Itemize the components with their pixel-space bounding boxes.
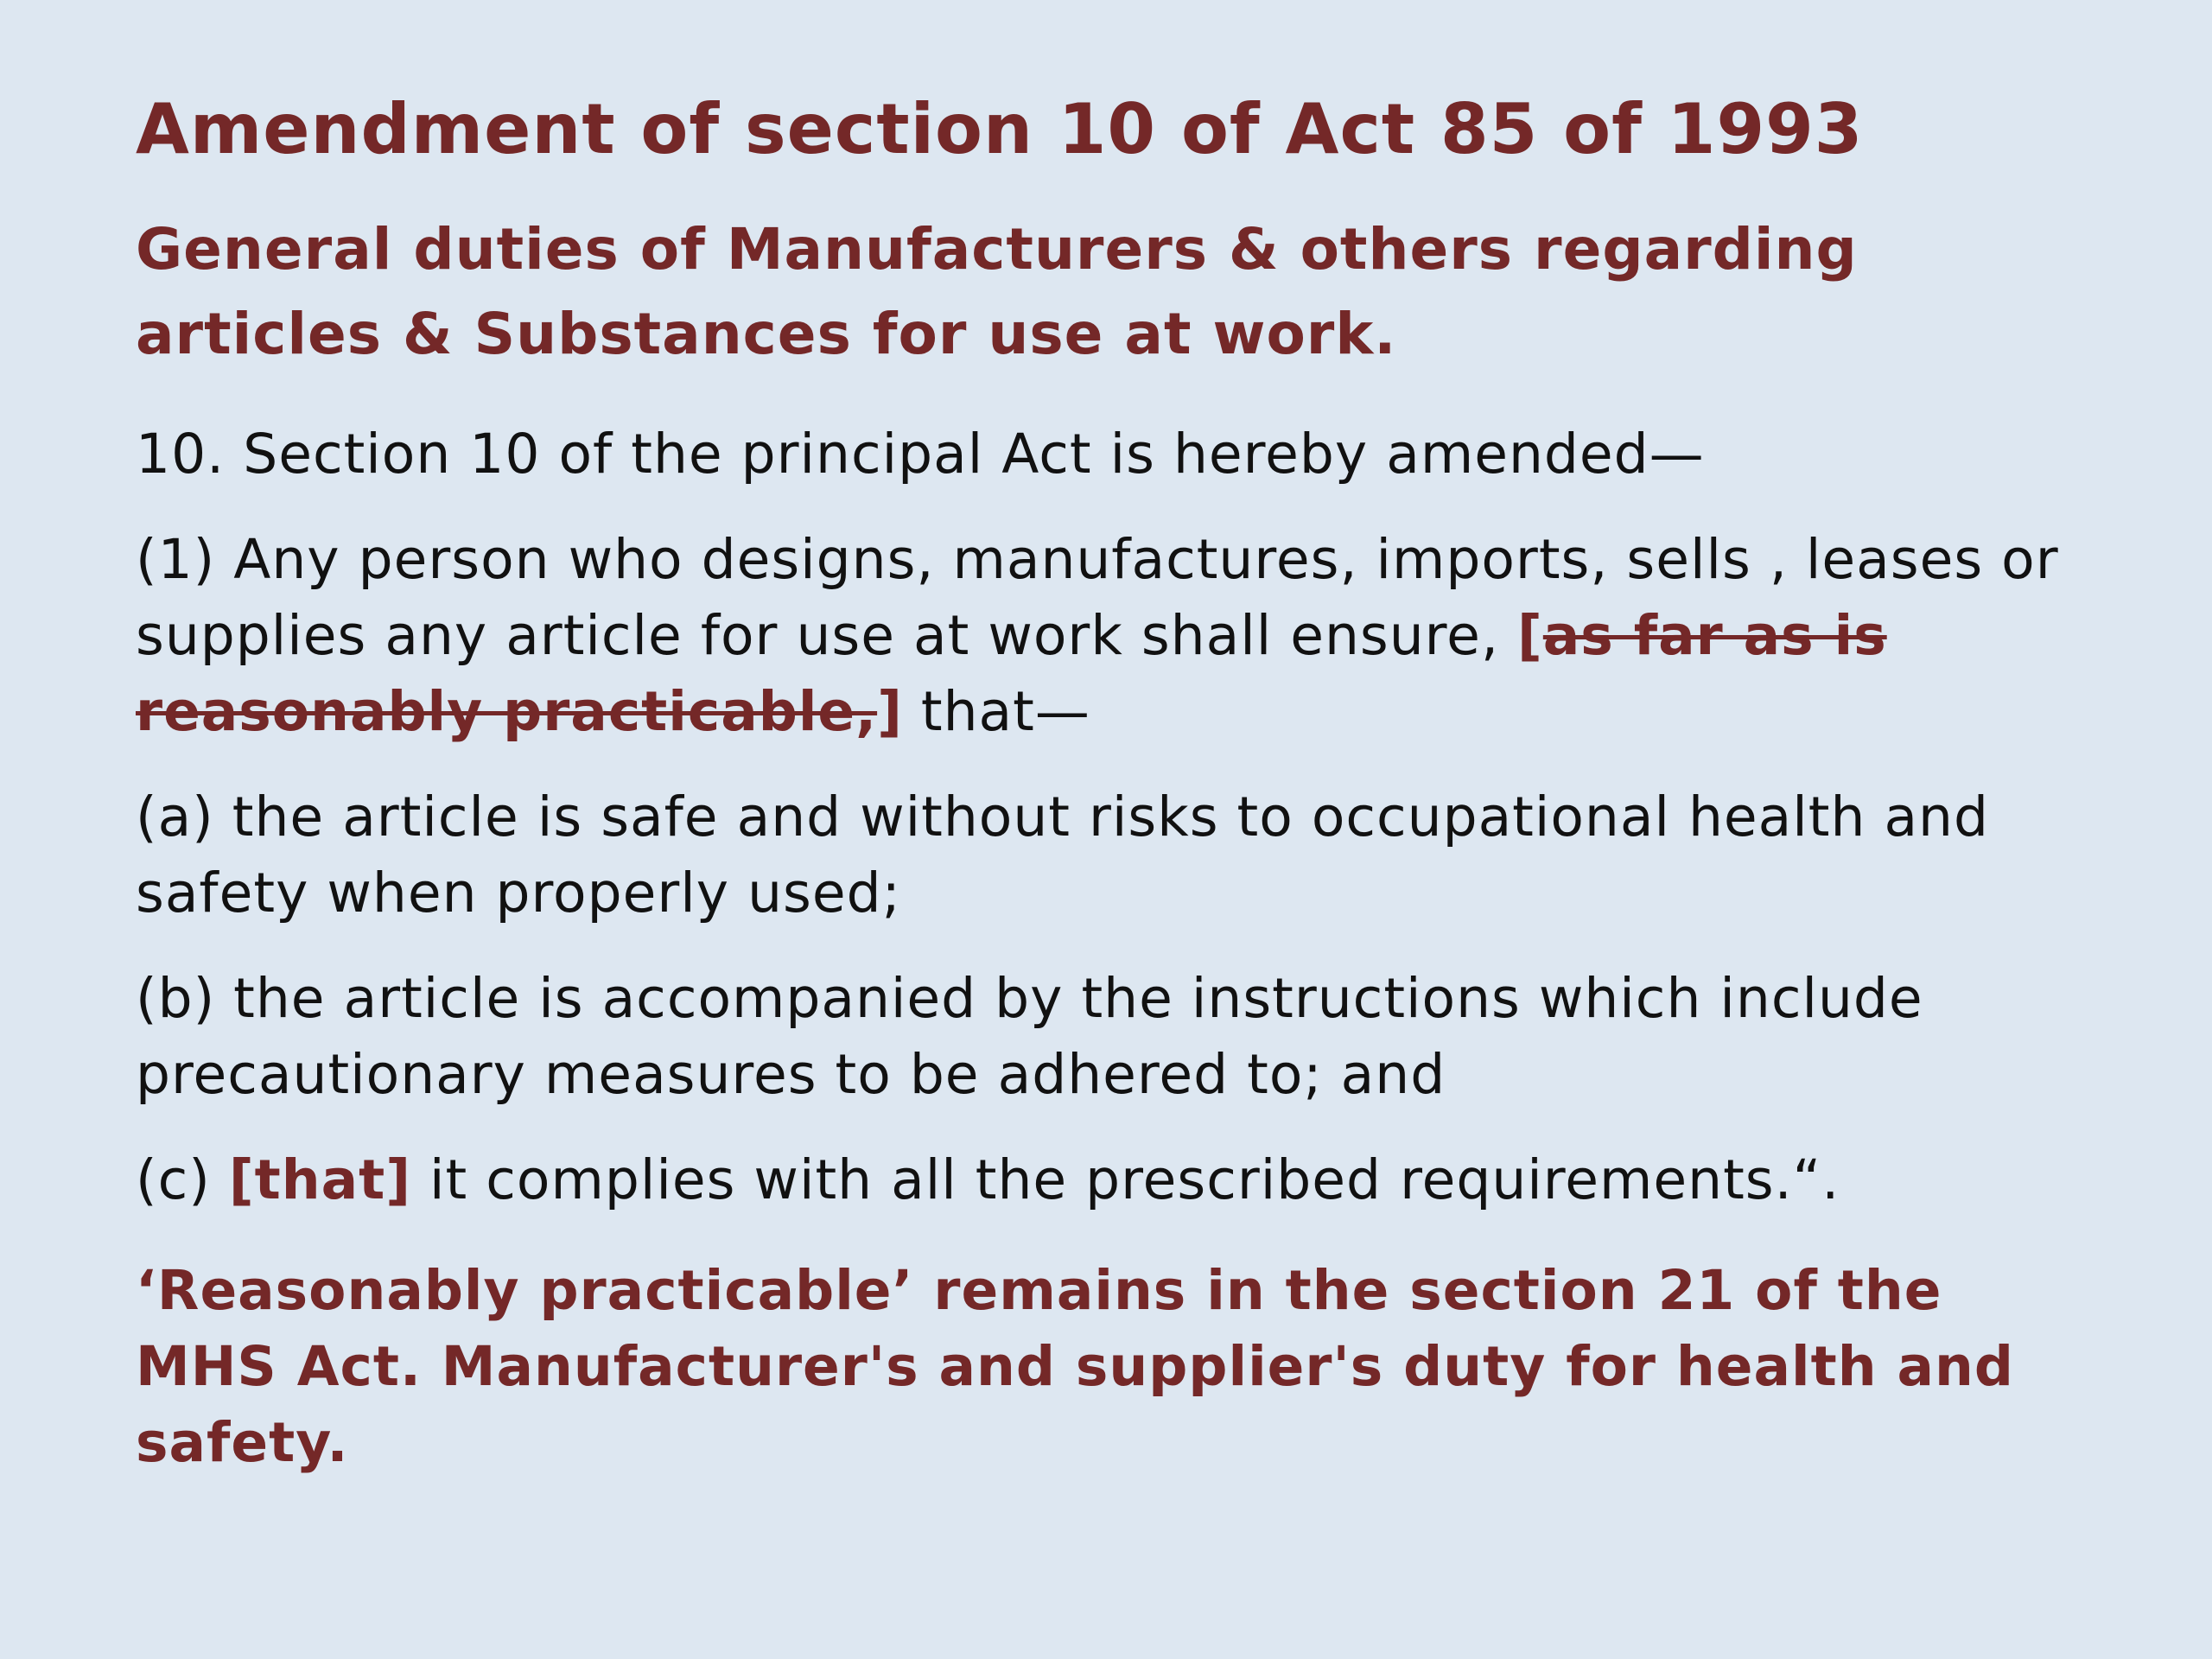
- slide-subtitle: General duties of Manufacturers & others regarding articles & Substances for use at work.: [136, 216, 1858, 367]
- closing-note: ‘Reasonably practicable’ remains in the section 21 of the MHS Act. Manufacturer's and supplier's duty for health and safety.: [136, 1259, 2014, 1474]
- intro-paragraph: 10. Section 10 of the principal Act is hereby amended—: [136, 423, 1705, 486]
- slide-content: [136, 86, 2088, 1481]
- clause-c-prefix: (c): [136, 1148, 229, 1211]
- clause-1-ending: that—: [902, 680, 1090, 743]
- slide-title: Amendment of section 10 of Act 85 of 1993: [136, 89, 1864, 169]
- deleted-text-bracket-open: [: [1517, 604, 1543, 667]
- inserted-text: [that]: [228, 1148, 412, 1211]
- clause-1-text: (1) Any person who designs, manufactures, imports, sells , leases or supplies any article for use at work shall ensure,: [136, 528, 2059, 667]
- deleted-text-bracket-close: ]: [877, 680, 903, 743]
- clause-1-paragraph: [136, 522, 2088, 750]
- clause-b-paragraph: (b) the article is accompanied by the instructions which include precautionary measures to be adhered to; and: [136, 967, 1923, 1106]
- clause-c-text: it complies with all the prescribed requirements.“.: [411, 1148, 1840, 1211]
- deleted-text: as far as is reasonably practicable,: [136, 604, 1887, 743]
- clause-c-paragraph: [136, 1142, 2088, 1218]
- clause-a-paragraph: (a) the article is safe and without risks to occupational health and safety when properly used;: [136, 785, 1989, 925]
